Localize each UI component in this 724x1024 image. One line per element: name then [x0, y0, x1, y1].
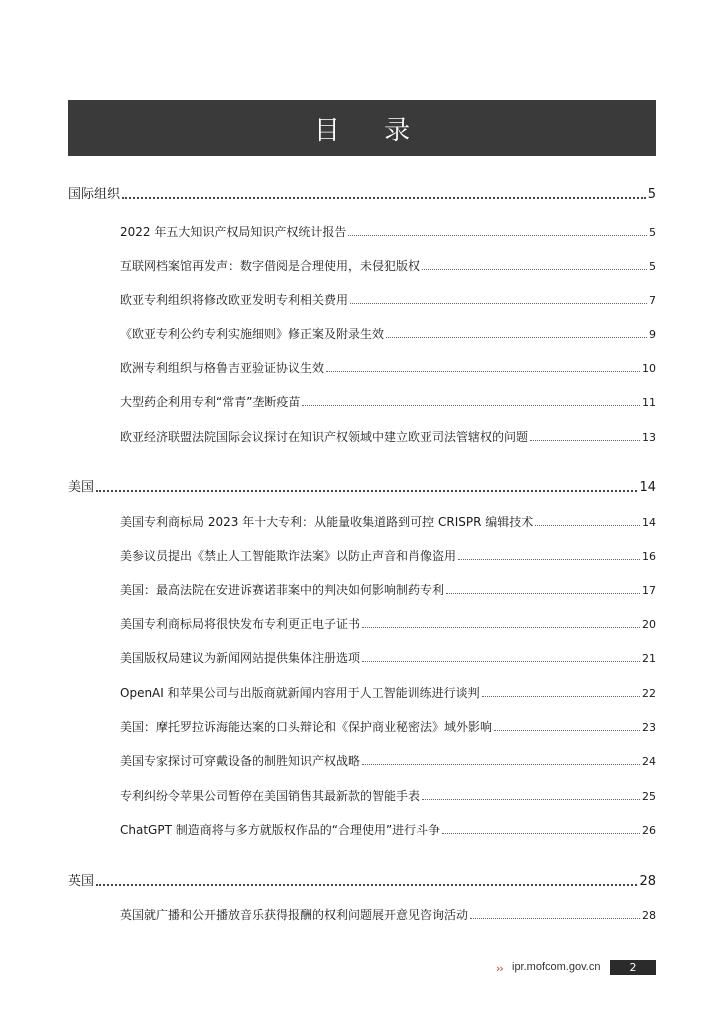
toc-item-row[interactable]: [120, 821, 656, 838]
dot-leader: [446, 593, 640, 594]
toc-item-row[interactable]: [120, 223, 656, 240]
dot-leader: [362, 627, 640, 628]
toc-entry-page: 21: [642, 652, 656, 665]
double-chevron-right-icon: ››: [496, 962, 503, 975]
toc-item-row[interactable]: [120, 393, 656, 410]
dot-leader: [422, 269, 647, 270]
dot-leader: [386, 337, 647, 338]
toc-entry-page: 16: [642, 550, 656, 563]
dot-leader: [482, 696, 640, 697]
toc-entry-page: 9: [649, 328, 656, 341]
toc-entry-title: 美参议员提出《禁止人工智能欺诈法案》以防止声音和肖像盗用: [120, 549, 457, 563]
toc-entry-title: 美国：摩托罗拉诉海能达案的口头辩论和《保护商业秘密法》域外影响: [120, 720, 493, 734]
toc-entry-title: OpenAI 和苹果公司与出版商就新闻内容用于人工智能训练进行谈判: [120, 686, 480, 700]
dot-leader: [362, 661, 640, 662]
toc-item-row[interactable]: [120, 581, 656, 598]
toc-entry-title: 欧亚经济联盟法院国际会议探讨在知识产权领域中建立欧亚司法管辖权的问题: [120, 430, 529, 444]
toc-entry-page: 25: [642, 790, 656, 803]
toc-item-row[interactable]: [120, 787, 656, 804]
footer-url[interactable]: ipr.mofcom.gov.cn: [512, 961, 601, 973]
dot-leader: [458, 559, 640, 560]
toc-entry-page: 14: [639, 480, 656, 495]
dot-leader: [122, 197, 646, 199]
toc-entry-page: 11: [642, 396, 656, 409]
toc-item-row[interactable]: [120, 684, 656, 701]
toc-entry-title: 互联网档案馆再发声：数字借阅是合理使用，未侵犯版权: [120, 259, 421, 273]
dot-leader: [96, 884, 637, 886]
toc-item-row[interactable]: [120, 291, 656, 308]
toc-entry-page: 20: [642, 618, 656, 631]
toc-section-row[interactable]: [68, 870, 656, 889]
toc-entry-page: 13: [642, 431, 656, 444]
toc-item-row[interactable]: [120, 257, 656, 274]
toc-entry-page: 5: [649, 226, 656, 239]
toc-item-row[interactable]: [120, 615, 656, 632]
toc-item-row[interactable]: [120, 513, 656, 530]
toc-entry-title: 国际组织: [68, 187, 121, 202]
dot-leader: [362, 764, 640, 765]
dot-leader: [348, 235, 647, 236]
toc-entry-title: 美国专利商标局 2023 年十大专利：从能量收集道路到可控 CRISPR 编辑技术: [120, 515, 534, 529]
toc-entry-page: 5: [649, 260, 656, 273]
toc-entry-title: 英国: [68, 874, 95, 889]
toc-entry-page: 14: [642, 516, 656, 529]
toc-entry-page: 26: [642, 824, 656, 837]
toc-item-row[interactable]: [120, 547, 656, 564]
toc-item-row[interactable]: [120, 325, 656, 342]
toc-entry-title: 美国版权局建议为新闻网站提供集体注册选项: [120, 651, 361, 665]
dot-leader: [326, 371, 640, 372]
toc-entry-title: 欧亚专利组织将修改欧亚发明专利相关费用: [120, 293, 349, 307]
dot-leader: [470, 918, 640, 919]
toc-entry-title: 美国专利商标局将很快发布专利更正电子证书: [120, 617, 361, 631]
toc-section-row[interactable]: [68, 476, 656, 495]
toc-entry-title: 《欧亚专利公约专利实施细则》修正案及附录生效: [120, 327, 385, 341]
page-number: 2: [629, 961, 637, 974]
toc-item-row[interactable]: [120, 359, 656, 376]
toc-entry-title: 专利纠纷令苹果公司暂停在美国销售其最新款的智能手表: [120, 789, 421, 803]
page-title: 目 录: [313, 115, 429, 146]
toc-item-row[interactable]: [120, 649, 656, 666]
footer-page-number: [610, 960, 656, 975]
toc-entry-page: 22: [642, 687, 656, 700]
toc-entry-page: 17: [642, 584, 656, 597]
toc-item-row[interactable]: [120, 428, 656, 445]
toc-entry-page: 28: [639, 874, 656, 889]
toc-item-row[interactable]: [120, 752, 656, 769]
toc-entry-page: 23: [642, 721, 656, 734]
toc-entry-title: 2022 年五大知识产权局知识产权统计报告: [120, 225, 347, 239]
dot-leader: [494, 730, 640, 731]
toc-entry-title: 大型药企利用专利“常青”垄断疫苗: [120, 395, 301, 409]
toc-entry-title: 英国就广播和公开播放音乐获得报酬的权利问题展开意见咨询活动: [120, 908, 469, 922]
toc-entry-page: 10: [642, 362, 656, 375]
toc-entry-title: ChatGPT 制造商将与多方就版权作品的“合理使用”进行斗争: [120, 823, 441, 837]
toc-item-row[interactable]: [120, 906, 656, 923]
toc-section-row[interactable]: [68, 183, 656, 202]
dot-leader: [422, 799, 640, 800]
toc-entry-page: 5: [647, 187, 656, 202]
dot-leader: [442, 833, 640, 834]
toc-entry-page: 28: [642, 909, 656, 922]
toc-title-banner: [68, 100, 656, 156]
dot-leader: [530, 440, 640, 441]
toc-entry-title: 美国：最高法院在安进诉赛诺菲案中的判决如何影响制药专利: [120, 583, 445, 597]
toc-entry-title: 美国专家探讨可穿戴设备的制胜知识产权战略: [120, 754, 361, 768]
toc-entry-title: 美国: [68, 480, 95, 495]
toc-entry-page: 7: [649, 294, 656, 307]
toc-entry-title: 欧洲专利组织与格鲁吉亚验证协议生效: [120, 361, 325, 375]
toc-item-row[interactable]: [120, 718, 656, 735]
dot-leader: [302, 405, 640, 406]
dot-leader: [96, 490, 637, 492]
toc-entry-page: 24: [642, 755, 656, 768]
dot-leader: [535, 525, 640, 526]
dot-leader: [350, 303, 647, 304]
